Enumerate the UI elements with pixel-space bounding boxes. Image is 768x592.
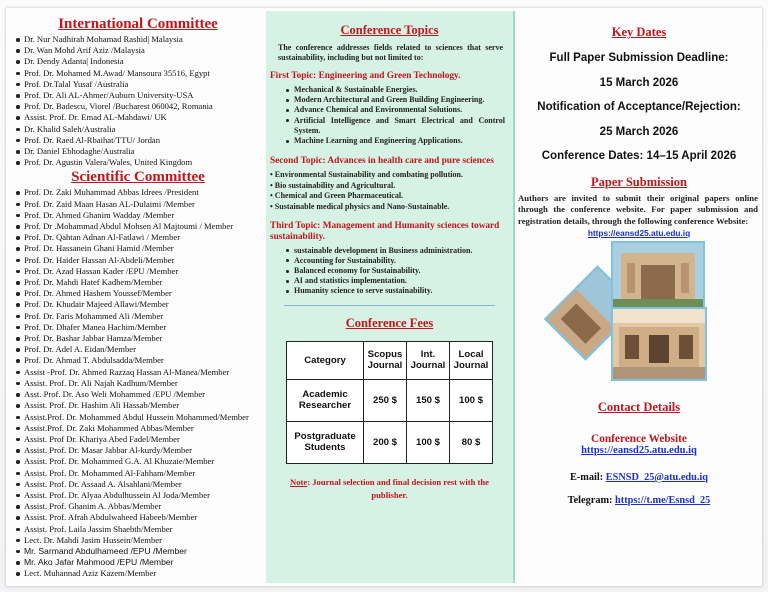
fees-local-cell: 80 $ (450, 421, 493, 463)
fees-scopus-cell: 250 $ (364, 379, 407, 421)
committee-member: Prof. Dr. Faris Mohammed Ali /Member (14, 311, 262, 322)
fees-row-academic (287, 379, 493, 421)
notification-date: 25 March 2026 (599, 125, 679, 138)
note-text: : Journal selection and final decision rest with the publisher. (307, 476, 489, 500)
conference-website-label: Conference Website (591, 432, 687, 445)
committee-member: Prof. Dr. Zaid Maan Hasan AL-Dulaimi /Member (14, 199, 262, 210)
committee-member: Assist. Prof. Dr. Mohammed G.A. Al Khuzaie/Member (14, 456, 262, 467)
second-topic-list (270, 170, 505, 212)
committee-member: Prof. Dr. Qahtan Adnan Al-Fatlawi / Member (14, 232, 262, 243)
committee-member: Prof. Dr. Khudair Majeed Allawi/Member (14, 299, 262, 310)
committee-member: Prof. Dr. Bashar Jabbar Hamza/Member (14, 333, 262, 344)
third-topic-heading (270, 221, 507, 243)
committee-member: Dr. Wan Mohd Arif Aziz /Malaysia (14, 45, 262, 56)
committee-member: Mr. Ako Jafar Mahmood /EPU /Member (14, 557, 262, 568)
telegram-label: Telegram: (567, 494, 616, 506)
second-topic-heading (270, 156, 507, 167)
dates-contact-column (516, 14, 762, 584)
conference-website-link[interactable]: https://eansd25.atu.edu.iq (581, 444, 697, 456)
committee-member: Assist. Prof Dr. Khariya Abed Fadel/Member (14, 434, 262, 445)
topic-item: • Sustainable medical physics and Nano-Sustainable. (270, 202, 450, 211)
second-topic-lead: Second Topic: (270, 156, 326, 167)
international-committee-list (14, 34, 262, 168)
topic-item: Machine Learning and Engineering Applications. (286, 136, 505, 146)
fees-category-cell: Academic Researcher (287, 379, 364, 421)
committee-member: Prof. Dr. Ahmed Hashem Youssef/Member (14, 288, 262, 299)
topic-item: Modern Architectural and Green Building Engineering. (286, 95, 505, 105)
fees-header-category: Category (287, 341, 364, 379)
conference-fees-title: Conference Fees (345, 315, 434, 330)
topics-intro: The conference addresses fields related to sciences that serve sustainability, including but not limited to: (278, 43, 503, 62)
email-line (516, 472, 762, 483)
committee-member: Prof. Dr. Dhafer Manea Hachim/Member (14, 322, 262, 333)
third-topic-list (286, 246, 505, 297)
fees-note (276, 476, 503, 502)
topic-item: Balanced economy for Sustainability. (286, 266, 505, 276)
committee-member: Assist.Prof. Dr. Zaki Mohammed Abbas/Member (14, 423, 262, 434)
committee-member: Dr. Khalid Saleh/Australia (14, 124, 262, 135)
committee-member: Prof. Dr. Adel A. Eidan/Member (14, 344, 262, 355)
second-topic-name: Advances in health care and pure sciences (327, 156, 494, 167)
committee-member: Prof. Dr. Mohamed M.Awad/ Mansoura 35516, Egypt (14, 68, 262, 79)
fees-int-cell: 100 $ (407, 421, 450, 463)
conference-topics-title: Conference Topics (340, 23, 439, 37)
submission-deadline-label: Full Paper Submission Deadline: (549, 52, 729, 64)
fees-local-cell: 100 $ (450, 379, 493, 421)
committee-member: Prof. Dr. Mahdi Hatef Kadhem/Member (14, 277, 262, 288)
submission-website-link[interactable]: https://eansd25.atu.edu.iq (587, 227, 691, 238)
campus-photo-building-bottom (611, 307, 707, 381)
first-topic-lead: First Topic: (270, 71, 317, 81)
contact-details-title: Contact Details (597, 399, 681, 414)
fees-scopus-cell: 200 $ (364, 421, 407, 463)
committee-member: Prof. Dr. Ahmad T. Abdulsadda/Member (14, 355, 262, 366)
first-topic-list (286, 85, 505, 146)
email-label: E-mail: (569, 471, 606, 483)
scientific-committee-title: Scientific Committee (71, 169, 205, 186)
topics-column (266, 11, 515, 583)
note-label: Note (290, 476, 308, 487)
telegram-line (516, 495, 762, 506)
fees-int-cell: 150 $ (407, 379, 450, 421)
topic-item: • Chemical and Green Pharmaceutical. (270, 191, 404, 201)
committee-member: Dr. Dendy Adanta| Indonesia (14, 56, 262, 67)
email-link[interactable]: ESNSD_25@atu.edu.iq (605, 471, 709, 483)
committee-member: Prof. Dr. Haider Hassan Al-Abdeli/Member (14, 255, 262, 266)
committee-member: Prof. Dr. Ahmed Ghanim Wadday /Member (14, 210, 262, 221)
fees-header-int: Int. Journal (407, 341, 450, 379)
committee-member: Lect. Dr. Mahdi Jasim Hussein/Member (14, 535, 262, 546)
committee-member: Assist -Prof. Dr. Ahmed Razzaq Hassan Al-Manea/Member (14, 367, 262, 378)
committee-member: Dr. Daniel Ebhodaghe/Australia (14, 146, 262, 157)
third-topic-lead: Third Topic: (270, 220, 321, 231)
committee-member: Assist. Prof. Dr. Alyaa Abdulhussein Al Joda/Member (14, 490, 262, 501)
topic-item: Mechanical & Sustainable Energies. (286, 85, 505, 95)
fees-header-local: Local Journal (450, 341, 493, 379)
committee-member: Assist. Prof. Laila Jassim Shaebth/Member (14, 524, 262, 535)
committee-member: Prof. Dr. Ali AL-Ahmer/Auburn University-USA (14, 90, 262, 101)
committee-member: Prof. Dr.Talal Yusaf /Australia (14, 79, 262, 90)
topic-item: Accounting for Sustainability. (286, 256, 505, 266)
topic-item: sustainable development in Business administration. (286, 246, 505, 256)
first-topic-name: Engineering and Green Technology. (318, 71, 461, 81)
committee-member: Dr. Nur Nadhirah Mohamad Rashid| Malaysia (14, 34, 262, 45)
submission-deadline-date: 15 March 2026 (599, 76, 679, 89)
topic-item: Advance Chemical and Environmental Solutions. (286, 105, 505, 115)
paper-submission-title: Paper Submission (591, 174, 687, 189)
divider (284, 305, 495, 306)
committee-member: Assist. Prof. Dr. Hashim Ali Hassab/Member (14, 400, 262, 411)
first-topic-heading (270, 71, 507, 82)
committees-column (14, 14, 262, 584)
committee-member: Assist. Prof. Afrah Abdulwaheed Habeeb/Member (14, 512, 262, 523)
committee-member: Lect. Muhannad Aziz Kazem/Member (14, 568, 262, 579)
topic-item: AI and statistics implementation. (286, 276, 505, 286)
notification-label: Notification of Acceptance/Rejection: (537, 101, 741, 113)
paper-submission-text: Authors are invited to submit their original papers online through the conference website. For paper submission and registration details, through the following conference Website: (518, 192, 758, 227)
committee-member: Mr. Sarmand Abdulhameed /EPU /Member (14, 546, 262, 557)
committee-member: Prof. Dr. Azad Hassan Kader /EPU /Member (14, 266, 262, 277)
topic-item: Humanity science to serve sustainability. (286, 286, 505, 296)
fees-table (286, 341, 493, 464)
key-dates-block (516, 46, 762, 169)
committee-member: Prof. Dr. Agustin Valera/Wales, United Kingdom (14, 157, 262, 168)
committee-member: Prof. Dr. Zaki Muhammad Abbas Idrees /President (14, 187, 262, 198)
campus-photos (516, 241, 762, 396)
committee-member: Assist. Prof. Dr. Mohammed Al-Fahham/Member (14, 468, 262, 479)
committee-member: Assist. Prof. Ghanim A. Abbas/Member (14, 501, 262, 512)
committee-member: Assist. Prof. Dr. Assaad A. Alsahlani/Member (14, 479, 262, 490)
fees-header-scopus: Scopus Journal (364, 341, 407, 379)
committee-member: Asst. Prof. Dr. Aso Weli Mohammed /EPU /Member (14, 389, 262, 400)
committee-member: Assist. Prof. Dr. Emad AL-Mahdawi/ UK (14, 112, 262, 123)
topic-item: Artificial Intelligence and Smart Electrical and Control System. (286, 116, 505, 136)
fees-category-cell: Postgraduate Students (287, 421, 364, 463)
committee-member: Prof. Dr. Raed Al-Rbaihat/TTU/ Jordan (14, 135, 262, 146)
committee-member: Assist. Prof. Dr. Ali Najah Kadhum/Member (14, 378, 262, 389)
third-topic-name: Management and Humanity sciences toward sustainability. (270, 220, 500, 242)
committee-member: Assist. Prof. Dr. Masar Jabbar Al-kurdy/Member (14, 445, 262, 456)
scientific-committee-list (14, 187, 262, 579)
campus-photo-building-top (611, 241, 705, 309)
key-dates-title: Key Dates (611, 25, 667, 39)
topic-item: • Bio sustainability and Agricultural. (270, 180, 396, 190)
conference-dates: Conference Dates: 14–15 April 2026 (541, 150, 737, 162)
fees-row-postgraduate (287, 421, 493, 463)
committee-member: Prof. Dr. Badescu, Viorel /Bucharest 060042, Romania (14, 101, 262, 112)
international-committee-title: International Committee (58, 16, 218, 32)
topic-item: • Environmental Sustainability and combating pollution. (270, 170, 463, 180)
committee-member: Assist.Prof. Dr. Mohammed Abdul Hussein Mohammed/Member (14, 412, 262, 423)
committee-member: Prof. Dr .Mohammad Abdul Mohsen Al Majtoumi / Member (14, 221, 262, 232)
committee-member: Prof. Dr. Hassanein Ghani Hamid /Member (14, 243, 262, 254)
fees-header-row (287, 341, 493, 379)
telegram-link[interactable]: https://t.me/Esnsd_25 (615, 494, 711, 506)
